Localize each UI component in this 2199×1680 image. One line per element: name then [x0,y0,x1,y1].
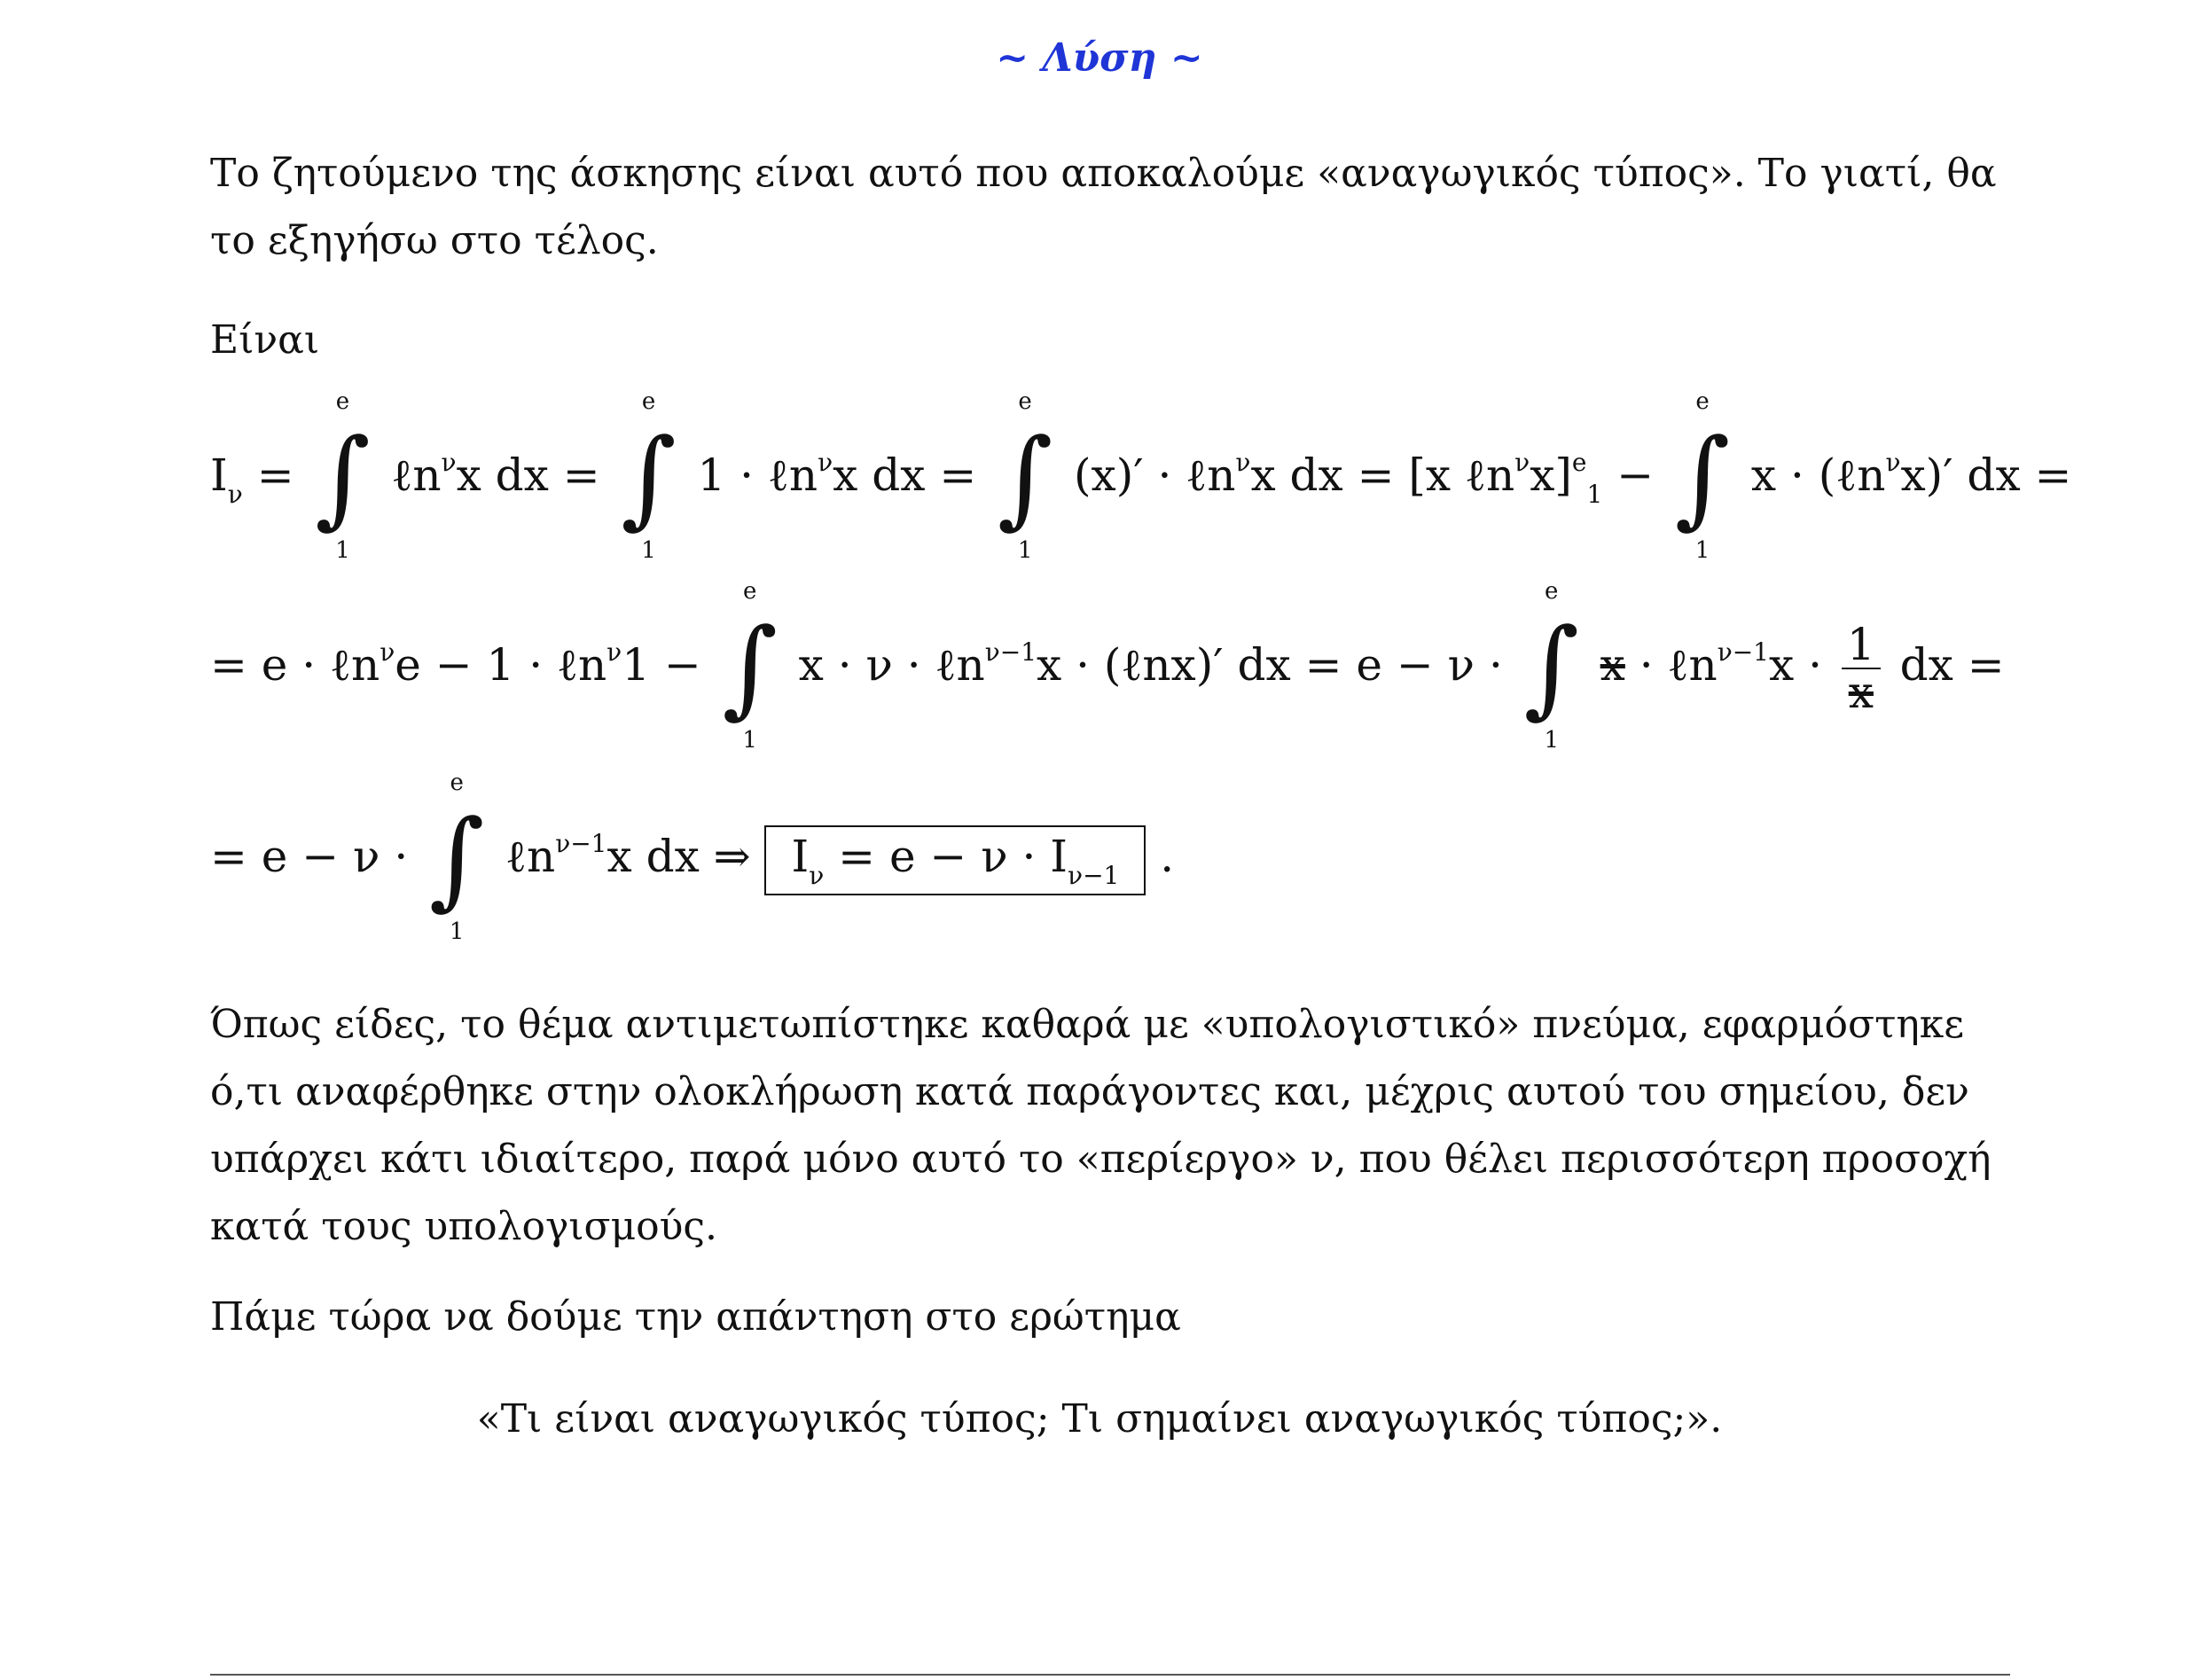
integral-sign: e ∫ 1 [621,388,677,564]
transition-text: Πάμε τώρα να δούμε την απάντηση στο ερώτημα [210,1294,1181,1340]
integral-sign: e ∫ 1 [722,578,778,754]
einai-label: Είναι [210,317,320,363]
fraction: $\frac{1}{x}$ [1842,621,1881,715]
boxed-result: $I_\nu = e - \nu \cdot I_{\nu-1}$ [764,825,1146,895]
integral-sign: e ∫ 1 [1674,388,1731,564]
solution-heading: ~ Λύση ~ [996,35,1203,81]
footer-rule [210,1674,2010,1676]
integral-sign: e ∫ 1 [997,388,1053,564]
integral-sign: e ∫ 1 [428,770,485,945]
equation-line-2: = e · ℓn$^\nu$e − 1 · ℓn$^\nu$1 − e ∫ 1 x · ν · ℓn$^{\nu-1}$x · (ℓnx)′ dx = e − ν · e ∫ 1 x · ℓn$^{\nu-1}$x · $\frac{1}{x}$ dx = [210,578,2005,754]
equation-line-3: = e − ν · e ∫ 1 ℓn$^{\nu-1}$x dx ⇒ $I_\nu = e - \nu \cdot I_{\nu-1}$ . [210,770,1175,945]
intro-paragraph: Το ζητούμενο της άσκησης είναι αυτό που αποκαλούμε «αναγωγικός τύπος». Το γιατί, θα το εξηγήσω στο τέλος. [210,151,1997,263]
question-quote: «Τι είναι αναγωγικός τύπος; Τι σημαίνει αναγωγικός τύπος;». [476,1396,1723,1442]
equation-line-1: $I_\nu$ = e ∫ 1 ℓn$^\nu$x dx = e ∫ 1 1 · ℓn$^\nu$x dx = e ∫ 1 (x)′ · ℓn$^\nu$x dx = [x ℓn$^\nu$x]$^e_1$ − e ∫ 1 x · (ℓn$^\nu$x)′ dx = [210,388,2072,564]
integral-sign: e ∫ 1 [315,388,371,564]
integral-sign: e ∫ 1 [1523,578,1580,754]
explanation-paragraph: Όπως είδες, το θέμα αντιμετωπίστηκε καθαρά με «υπολογιστικό» πνεύμα, εφαρμόστηκε ό,τι αναφέρθηκε στην ολοκλήρωση κατά παράγοντες και, μέχρις αυτού του σημείου, δεν υπάρχει κάτι ιδιαίτερο, παρά μόνο αυτό το «περίεργο» ν, που θέλει περισσότερη προσοχή κατά τους υπολογισμούς. [210,1002,1992,1249]
